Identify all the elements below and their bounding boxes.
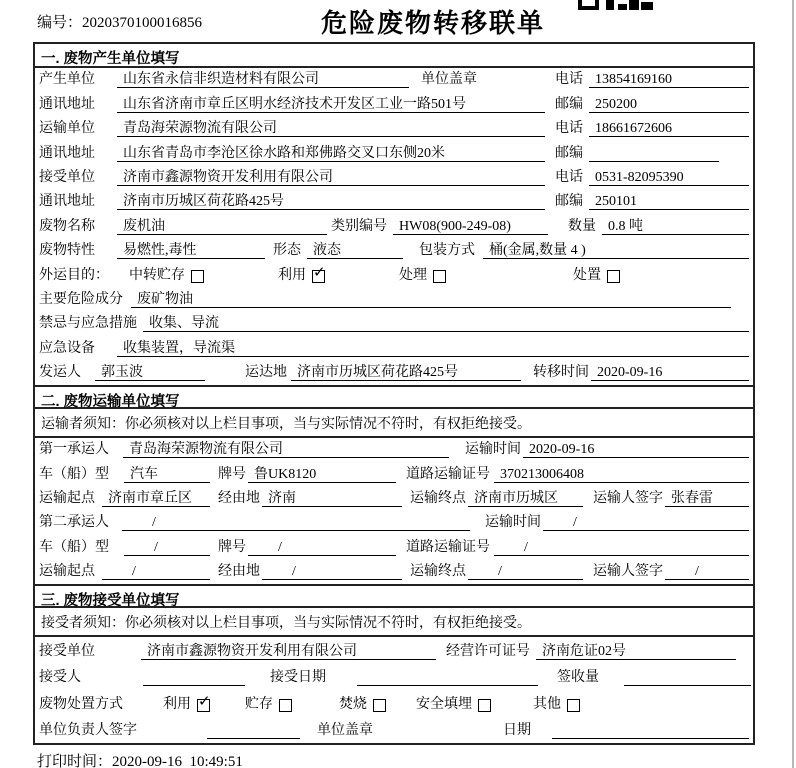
purpose-option-label: 中转贮存 (129, 267, 185, 283)
zip2-label: 邮编 (555, 145, 583, 161)
row-vehicle1 (39, 462, 749, 486)
transporter-value: 青岛海荣源物流有限公司 (117, 120, 545, 137)
receiving-unit-value: 济南市鑫源物资开发利用有限公司 (141, 643, 436, 660)
transporter-label: 运输单位 (39, 121, 95, 137)
hazard-label: 主要危险成分 (39, 291, 123, 307)
disposal-option-label: 利用 (163, 696, 191, 712)
via1-value: 济南 (262, 490, 402, 507)
origin2-value: / (102, 563, 210, 580)
receiver-label: 接受单位 (39, 169, 95, 185)
producer-value: 山东省永信非织造材料有限公司 (117, 71, 409, 88)
serial-value: 2020370100016856 (82, 15, 203, 31)
disposal-option-label: 贮存 (245, 696, 273, 712)
character-value: 易燃性,毒性 (117, 242, 265, 259)
receiver-notice: 接受者须知：你必须核对以上栏目事项，当与实际情况不符时，有权拒绝接受。 (35, 608, 753, 637)
vehicle1-label: 车（船）型 (39, 466, 109, 482)
carrier2-value: / (122, 514, 470, 531)
phone3-label: 电话 (555, 169, 583, 185)
disposal-option-label: 其他 (533, 696, 561, 712)
form-label: 形态 (273, 243, 301, 259)
row-carrier2 (39, 511, 749, 535)
phone3-value: 0531-82095390 (589, 169, 749, 186)
row-purpose (39, 263, 749, 287)
checkbox-dispose (607, 270, 620, 283)
checkbox-disposal-other (567, 699, 580, 712)
via2-label: 经由地 (218, 563, 260, 579)
plate2-label: 牌号 (218, 539, 246, 555)
receiving-unit-label: 接受单位 (39, 643, 95, 659)
section3-header: 三. 废物接受单位填写 (35, 584, 753, 608)
packing-label: 包装方式 (419, 243, 475, 259)
endpoint1-value: 济南市历城区 (468, 490, 583, 507)
recipient-label: 接受人 (39, 670, 81, 685)
origin1-value: 济南市章丘区 (102, 490, 210, 507)
disposal-option-label: 安全填埋 (416, 696, 472, 712)
row-shipper (39, 361, 749, 385)
origin1-label: 运输起点 (39, 490, 95, 506)
row-receiving-unit (39, 637, 749, 664)
row-producer-address (39, 92, 749, 116)
receive-date-label: 接受日期 (270, 670, 326, 685)
quantity-value: 0.8 吨 (602, 218, 749, 235)
origin2-label: 运输起点 (39, 563, 95, 579)
producer-label: 产生单位 (39, 72, 95, 88)
signature2-value: / (665, 563, 749, 580)
row-waste-character (39, 239, 749, 263)
quantity-label: 数量 (568, 218, 596, 234)
license-label: 经营许可证号 (446, 643, 530, 659)
vehicle2-value: / (124, 539, 210, 556)
carrier1-label: 第一承运人 (39, 442, 109, 458)
signature1-label: 运输人签字 (593, 490, 663, 506)
manifest-form (33, 42, 755, 745)
date-label: 日期 (503, 723, 531, 738)
character-label: 废物特性 (39, 243, 95, 259)
checkbox-disposal-store (279, 699, 292, 712)
row-carrier1 (39, 438, 749, 462)
checkmark: ✓ (313, 262, 326, 281)
road-cert1-label: 道路运输证号 (406, 466, 490, 482)
signed-amount-label: 签收量 (557, 670, 599, 685)
packing-value: 桶(金属,数量 4 ) (483, 242, 749, 259)
row-taboo-measures (39, 312, 749, 336)
purpose-option-utilize (278, 262, 326, 284)
via1-label: 经由地 (218, 490, 260, 506)
qr-code-fragment (578, 0, 654, 10)
row-waste-name (39, 214, 749, 238)
form-value: 液态 (307, 242, 403, 259)
print-time-value: 2020-09-16 10:49:51 (112, 754, 243, 768)
row-recipient (39, 664, 749, 691)
plate2-value: / (248, 539, 396, 556)
section2-body (35, 438, 753, 584)
disposal-option-store (245, 696, 292, 713)
date-value (552, 722, 749, 739)
taboo-label: 禁忌与应急措施 (39, 316, 137, 332)
checkmark: ✓ (198, 691, 211, 710)
checkbox-utilize (312, 262, 326, 283)
endpoint2-label: 运输终点 (410, 563, 466, 579)
plate1-value: 鲁UK8120 (248, 466, 396, 483)
transporter-notice: 运输者须知：你必须核对以上栏目事项，当与实际情况不符时，有权拒绝接受。 (35, 409, 753, 438)
waste-name-value: 废机油 (117, 218, 327, 235)
taboo-value: 收集、导流 (143, 315, 749, 332)
phone1-label: 电话 (555, 72, 583, 88)
row-emergency-equipment (39, 336, 749, 360)
zip3-label: 邮编 (555, 194, 583, 210)
row-transporter-address (39, 141, 749, 165)
section1-header: 一. 废物产生单位填写 (35, 44, 753, 68)
recipient-value (143, 669, 245, 686)
address1-label: 通讯地址 (39, 96, 95, 112)
address1-value: 山东省济南市章丘区明水经济技术开发区工业一路501号 (117, 96, 545, 113)
transfer-time-value: 2020-09-16 (591, 364, 749, 381)
row-hazard-component (39, 288, 749, 312)
destination-label: 运达地 (245, 365, 287, 381)
page-title: 危险废物转移联单 (320, 8, 545, 38)
license-value: 济南危证02号 (536, 643, 736, 660)
row-vehicle2 (39, 535, 749, 559)
checkbox-disposal-incinerate (373, 699, 386, 712)
equipment-value: 收集装置，导流渠 (117, 340, 749, 357)
purpose-label: 外运目的： (39, 267, 109, 283)
row-receiver-address (39, 190, 749, 214)
road-cert2-value: / (494, 539, 749, 556)
print-time (37, 750, 243, 768)
zip2-value (589, 145, 719, 162)
unit-seal2-label: 单位盖章 (317, 723, 373, 738)
unit-seal-label: 单位盖章 (421, 72, 477, 88)
purpose-option-label: 处理 (399, 267, 427, 283)
row-responsible-signature (39, 717, 749, 744)
transport-time2-label: 运输时间 (485, 515, 541, 531)
shipper-label: 发运人 (39, 365, 81, 381)
signature2-label: 运输人签字 (593, 563, 663, 579)
equipment-label: 应急设备 (39, 340, 95, 356)
address2-label: 通讯地址 (39, 145, 95, 161)
vehicle1-value: 汽车 (124, 466, 210, 483)
row-producer (39, 68, 749, 92)
phone2-value: 18661672606 (589, 120, 749, 137)
section3-body (35, 637, 753, 743)
endpoint1-label: 运输终点 (410, 490, 466, 506)
row-disposal-method (39, 690, 749, 717)
disposal-option-incinerate (339, 696, 386, 713)
serial-label: 编号： (37, 15, 83, 31)
purpose-option-treat (399, 267, 446, 284)
row-receiver (39, 166, 749, 190)
checkbox-transfer-storage (191, 270, 204, 283)
purpose-option-dispose (573, 267, 620, 284)
shipper-value: 郭玉波 (95, 364, 205, 381)
disposal-option-label: 焚烧 (339, 696, 367, 712)
checkbox-treat (433, 270, 446, 283)
disposal-option-other (533, 696, 580, 713)
plate1-label: 牌号 (218, 466, 246, 482)
carrier1-value: 青岛海荣源物流有限公司 (123, 441, 449, 458)
road-cert1-value: 370213006408 (494, 466, 749, 483)
zip3-value: 250101 (589, 193, 749, 210)
category-code-label: 类别编号 (331, 218, 387, 234)
via2-value: / (262, 563, 402, 580)
receiver-value: 济南市鑫源物资开发利用有限公司 (117, 169, 545, 186)
transport-time2-value: / (543, 514, 749, 531)
zip1-label: 邮编 (555, 96, 583, 112)
phone2-label: 电话 (555, 121, 583, 137)
row-transporter (39, 117, 749, 141)
transport-time1-label: 运输时间 (465, 442, 521, 458)
receive-date-value (357, 669, 538, 686)
signature1-value: 张春雷 (665, 490, 749, 507)
zip1-value: 250200 (589, 96, 749, 113)
carrier2-label: 第二承运人 (39, 515, 109, 531)
responsible-signature-label: 单位负责人签字 (39, 723, 137, 738)
waste-name-label: 废物名称 (39, 218, 95, 234)
disposal-option-utilize (163, 691, 211, 713)
responsible-signature-value (207, 722, 300, 739)
section2-header: 二. 废物运输单位填写 (35, 385, 753, 409)
section-transporter (35, 385, 753, 584)
section-receiver (35, 584, 753, 743)
endpoint2-value: / (468, 563, 583, 580)
phone1-value: 13854169160 (589, 71, 749, 88)
page-edge-line (792, 0, 794, 768)
signed-amount-value (624, 669, 751, 686)
hazard-value: 废矿物油 (131, 291, 731, 308)
purpose-option-label: 处置 (573, 267, 601, 283)
row-route1 (39, 487, 749, 511)
disposal-option-landfill (416, 696, 491, 713)
road-cert2-label: 道路运输证号 (406, 539, 490, 555)
transport-time1-value: 2020-09-16 (523, 441, 749, 458)
purpose-option-transfer-storage (129, 267, 204, 284)
address3-label: 通讯地址 (39, 194, 95, 210)
destination-value: 济南市历城区荷花路425号 (291, 364, 521, 381)
purpose-option-label: 利用 (278, 267, 306, 283)
vehicle2-label: 车（船）型 (39, 539, 109, 555)
address3-value: 济南市历城区荷花路425号 (117, 193, 545, 210)
category-code-value: HW08(900-249-08) (393, 218, 548, 235)
address2-value: 山东省青岛市李沧区徐水路和郑佛路交叉口东侧20米 (117, 145, 545, 162)
checkbox-disposal-utilize (197, 691, 211, 712)
row-route2 (39, 560, 749, 584)
disposal-label: 废物处置方式 (39, 696, 123, 712)
section-producer (35, 44, 753, 385)
section1-body (35, 68, 753, 385)
transfer-time-label: 转移时间 (533, 365, 589, 381)
checkbox-disposal-landfill (478, 699, 491, 712)
print-time-label: 打印时间： (37, 754, 113, 768)
